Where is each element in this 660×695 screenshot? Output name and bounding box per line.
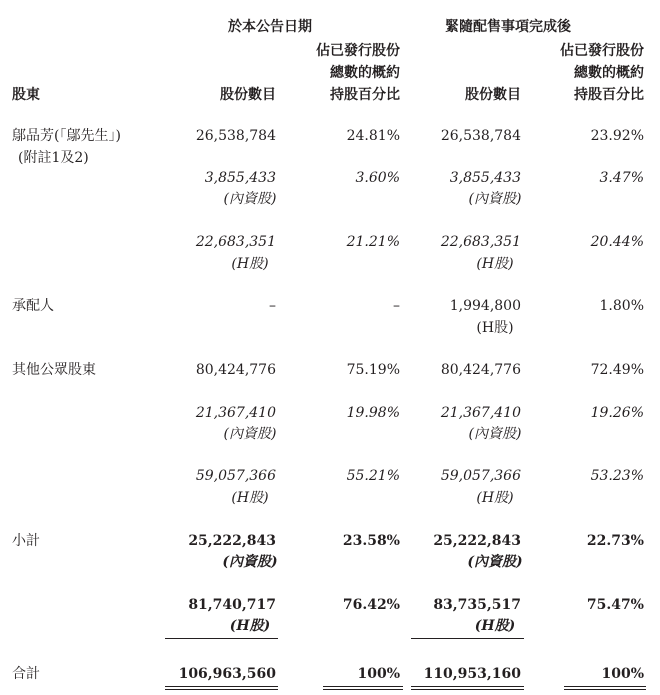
row-subtotal-h-shares-after: 83,735,517 [433,597,521,613]
row-public-h-type-after: (H股) [476,490,514,506]
row-public-shares-before: 80,424,776 [195,362,276,378]
header-pct-before-line1: 佔已發行股份 [316,43,400,59]
row-subtotal-domestic-pct-before: 23.58% [342,533,400,549]
row-public-domestic-shares-before: 21,367,410 [195,405,276,421]
row-subtotal-h-type-after: (H股) [474,618,516,634]
row-wu-pct-before: 24.81% [346,128,400,144]
row-public-pct-before: 75.19% [346,362,400,378]
row-public-h-shares-after: 59,057,366 [440,468,521,484]
header-group-before: 於本公告日期 [228,19,312,35]
row-subtotal-domestic-shares-after: 25,222,843 [433,533,521,549]
row-wu-h-pct-before: 21.21% [346,234,400,250]
row-wu-domestic-type-before: (內資股) [223,191,277,207]
row-subtotal-h-pct-after: 75.47% [586,597,644,613]
row-wu-note: (附註1及2) [18,150,89,166]
row-public-domestic-pct-before: 19.98% [346,405,400,421]
rule-total-pct-before-2 [323,689,403,690]
row-wu-shares-before: 26,538,784 [195,128,276,144]
row-placee-shares-after: 1,994,800 [449,298,521,314]
rule-total-pct-after-2 [564,689,646,690]
rule-total-after-1 [411,686,524,687]
row-subtotal-name: 小計 [12,533,40,549]
rule-total-pct-before-1 [323,686,403,687]
row-wu-h-pct-after: 20.44% [590,234,644,250]
header-shares-after: 股份數目 [465,87,521,103]
row-public-shares-after: 80,424,776 [440,362,521,378]
row-wu-domestic-pct-after: 3.47% [599,170,644,186]
header-shareholder: 股東 [12,87,40,103]
row-public-h-type-before: (H股) [231,490,269,506]
row-subtotal-h-type-before: (H股) [229,618,271,634]
row-total-pct-before: 100% [357,666,400,682]
rule-total-after-2 [411,689,524,690]
row-wu-name: 鄔品芳(「鄔先生」) [12,128,121,144]
row-subtotal-domestic-type-before: (內資股) [222,554,278,570]
row-subtotal-domestic-pct-after: 22.73% [586,533,644,549]
row-total-pct-after: 100% [601,666,644,682]
row-placee-pct-after: 1.80% [599,298,644,314]
row-total-name: 合計 [12,666,40,682]
row-public-domestic-pct-after: 19.26% [590,405,644,421]
row-subtotal-domestic-type-after: (內資股) [467,554,523,570]
rule-subtotal-after [411,638,524,639]
header-pct-after-line3: 持股百分比 [574,87,644,103]
row-public-pct-after: 72.49% [590,362,644,378]
rule-total-pct-after-1 [564,686,646,687]
row-public-domestic-shares-after: 21,367,410 [440,405,521,421]
row-wu-h-shares-before: 22,683,351 [195,234,276,250]
row-wu-pct-after: 23.92% [590,128,644,144]
row-public-h-pct-after: 53.23% [590,468,644,484]
header-pct-after-line1: 佔已發行股份 [560,43,644,59]
header-pct-before-line3: 持股百分比 [330,87,400,103]
row-wu-domestic-shares-after: 3,855,433 [449,170,521,186]
row-placee-shares-before: – [269,298,276,314]
row-wu-h-type-after: (H股) [476,256,514,272]
row-wu-h-type-before: (H股) [231,256,269,272]
rule-subtotal-before [165,638,278,639]
row-placee-type-after: (H股) [476,320,514,336]
rule-total-before-1 [165,686,278,687]
row-wu-domestic-shares-before: 3,855,433 [204,170,276,186]
header-pct-after-line2: 總數的概約 [574,65,644,81]
row-public-h-shares-before: 59,057,366 [195,468,276,484]
row-public-domestic-type-before: (內資股) [223,426,277,442]
row-subtotal-domestic-shares-before: 25,222,843 [188,533,276,549]
header-shares-before: 股份數目 [220,87,276,103]
row-public-domestic-type-after: (內資股) [468,426,522,442]
row-placee-pct-before: – [393,298,400,314]
row-wu-shares-after: 26,538,784 [440,128,521,144]
header-pct-before-line2: 總數的概約 [330,65,400,81]
row-subtotal-h-shares-before: 81,740,717 [188,597,276,613]
row-public-name: 其他公眾股東 [12,362,96,378]
row-subtotal-h-pct-before: 76.42% [342,597,400,613]
rule-total-before-2 [165,689,278,690]
row-wu-domestic-pct-before: 3.60% [355,170,400,186]
row-wu-domestic-type-after: (內資股) [468,191,522,207]
row-wu-h-shares-after: 22,683,351 [440,234,521,250]
row-total-shares-before: 106,963,560 [178,666,276,682]
header-group-after: 緊隨配售事項完成後 [445,19,571,35]
row-public-h-pct-before: 55.21% [346,468,400,484]
row-total-shares-after: 110,953,160 [423,666,521,682]
row-placee-name: 承配人 [12,298,54,314]
